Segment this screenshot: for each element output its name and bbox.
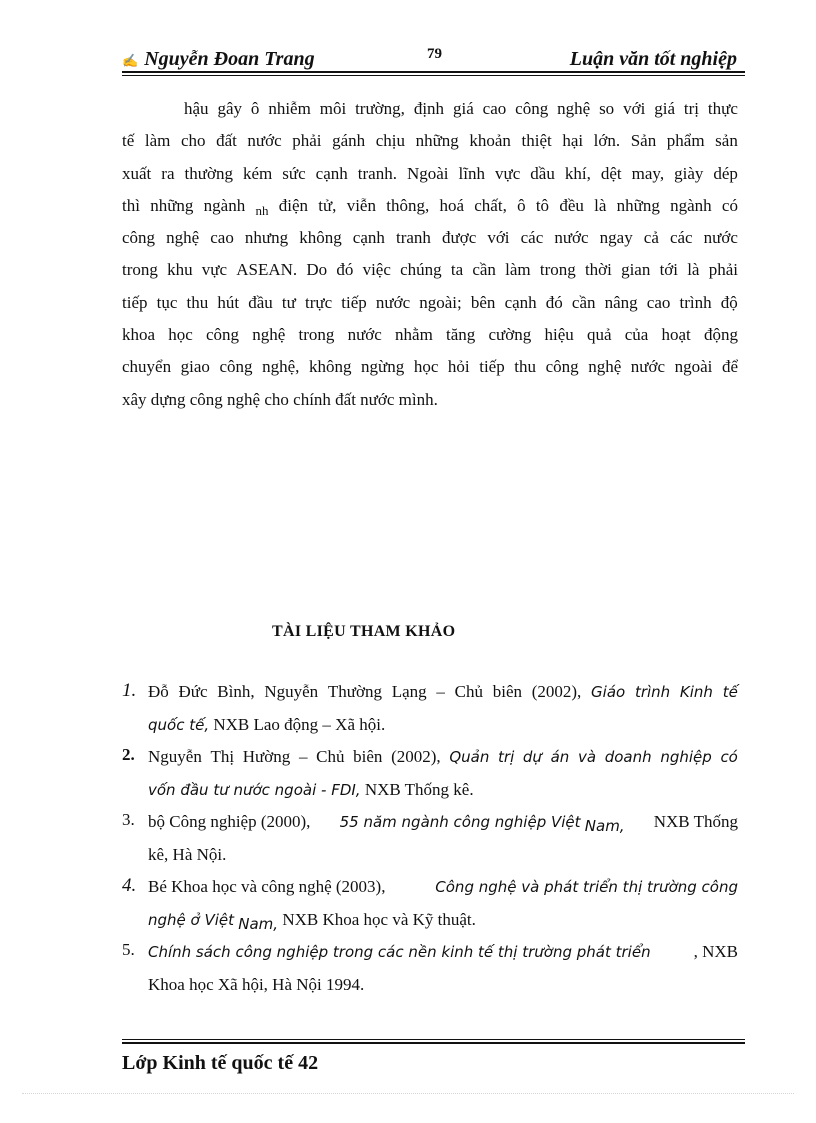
reference-title-word: dự — [522, 748, 542, 766]
body-word: dầu — [530, 163, 555, 183]
body-word: khí, — [564, 163, 591, 183]
reference-title-word: có — [720, 748, 738, 766]
body-word: công — [545, 357, 579, 377]
body-word: với — [487, 228, 510, 248]
body-word: cả — [643, 228, 659, 248]
reference-word: Lạng — [391, 682, 427, 701]
body-word: trực — [304, 292, 333, 312]
body-word: lớn. — [593, 131, 621, 151]
page-edge — [22, 1093, 794, 1094]
reference-line — [148, 904, 738, 936]
body-paragraph — [122, 93, 738, 416]
reference-word: Thị — [210, 747, 235, 766]
body-word: là — [594, 195, 607, 215]
body-word: ngừng — [361, 357, 405, 377]
reference-line — [148, 839, 738, 871]
body-word: hại — [562, 131, 584, 151]
body-word: tục — [156, 292, 178, 312]
body-word: cần — [571, 292, 596, 312]
reference-word: Thường — [327, 682, 382, 701]
body-word: thực — [707, 99, 738, 118]
body-word: đó — [545, 292, 563, 312]
body-word: nước — [347, 325, 382, 345]
body-word: ô — [517, 195, 526, 215]
reference-title-word: tế — [722, 683, 738, 701]
reference-word: (2002), — [531, 682, 582, 701]
body-word: tiếp — [341, 292, 367, 312]
footer-rule — [122, 1042, 745, 1044]
body-word: tới — [659, 260, 678, 280]
body-word: gây — [217, 99, 242, 118]
body-word: nâng — [604, 292, 638, 312]
reference-word: Chủ — [454, 682, 483, 701]
body-word: chúng — [400, 260, 442, 280]
body-line — [122, 93, 738, 125]
header-thesis-title: Luận văn tốt nghiệp — [569, 48, 737, 70]
body-word: dệt — [600, 163, 622, 183]
page-number: 79 — [427, 46, 442, 62]
body-word: nghệ — [252, 325, 286, 345]
body-word: công — [219, 357, 253, 377]
reference-word: – — [436, 682, 445, 701]
body-word: gian — [621, 260, 651, 280]
body-word: giày — [674, 163, 704, 183]
body-word: cần — [472, 260, 496, 280]
body-line — [122, 319, 738, 351]
reference-word: biên — [353, 747, 383, 766]
reference-word: Đức — [178, 682, 208, 701]
body-word: nghệ — [588, 357, 622, 377]
body-word: trình — [679, 292, 712, 312]
body-word: công — [122, 228, 156, 248]
reference-word: – — [298, 747, 308, 766]
body-word: khoản — [469, 131, 511, 151]
header-rule — [122, 71, 745, 73]
body-word: viễn — [346, 195, 376, 215]
reference-publisher: NXB Thống kê. — [360, 780, 474, 799]
body-word: nghệ — [166, 228, 200, 248]
body-word: cường — [488, 325, 532, 345]
body-word: làm — [144, 131, 171, 151]
reference-number: 5. — [122, 940, 135, 959]
body-word: tô — [535, 195, 550, 215]
body-word: đó — [336, 260, 354, 280]
body-word: với — [623, 99, 646, 118]
body-word: không — [308, 357, 352, 377]
body-word: tranh. — [357, 163, 397, 183]
body-word: trị — [683, 99, 700, 118]
body-word: những — [616, 195, 660, 215]
body-word: nước — [703, 228, 738, 248]
body-word: công — [206, 325, 240, 345]
body-word: phải — [292, 131, 322, 151]
body-word: trong — [298, 325, 335, 345]
reference-line — [148, 806, 738, 838]
reference-word: (2002), — [391, 747, 441, 766]
body-word: đất — [216, 131, 237, 151]
reference-publisher: kê, Hà Nội. — [148, 845, 227, 864]
reference-line — [148, 871, 738, 903]
reference-title: nghệ ở Việt — [148, 911, 235, 929]
body-word: thu — [186, 292, 209, 312]
body-word: khu — [167, 260, 193, 280]
reference-publisher: NXB Thống — [653, 812, 738, 831]
body-line — [122, 287, 738, 319]
body-word: ngay — [599, 228, 633, 248]
body-word: may, — [631, 163, 665, 183]
body-word: đầu — [248, 292, 273, 312]
body-word: được — [441, 228, 477, 248]
body-word: sản — [715, 131, 738, 151]
reference-word: Hường — [242, 747, 291, 766]
body-word: ngành — [670, 195, 712, 215]
body-word: cao — [482, 99, 507, 118]
body-word: nước — [375, 292, 411, 312]
reference-word: Bình, — [217, 682, 255, 701]
body-word: các — [669, 228, 693, 248]
body-word: vực — [201, 260, 228, 280]
body-word: giá — [654, 99, 675, 118]
body-word: thường — [184, 163, 233, 183]
reference-word: Chủ — [316, 747, 345, 766]
body-word: nước — [630, 357, 666, 377]
reference-number: 4. — [122, 875, 137, 896]
body-word: những — [415, 131, 459, 151]
footer-rule — [122, 1039, 745, 1040]
reference-title-word: doanh — [604, 748, 652, 766]
body-word: Sản — [630, 131, 657, 151]
body-word: phải — [708, 260, 738, 280]
body-word: nghệ — [557, 99, 591, 118]
reference-title: vốn đầu tư nước ngoài - FDI, — [148, 781, 361, 799]
reference-line — [148, 774, 738, 806]
body-word: nh — [255, 202, 269, 218]
reference-line — [148, 676, 738, 708]
reference-line — [148, 741, 738, 773]
page-header — [122, 44, 745, 74]
reference-title: Nam, — [238, 915, 279, 933]
body-line — [122, 254, 738, 286]
body-word: Ngoài — [406, 163, 449, 183]
body-word: thời — [584, 260, 612, 280]
footer-class-name: Lớp Kinh tế quốc tế 42 — [122, 1052, 319, 1074]
body-word: ta — [450, 260, 464, 280]
body-word: những — [150, 195, 194, 215]
body-word: cạnh — [352, 228, 385, 248]
reference-title-word: trị — [498, 748, 515, 766]
body-word: phẩm — [666, 131, 705, 151]
reference-title-word: và — [577, 748, 597, 766]
body-line — [122, 158, 738, 190]
body-word: nhiễm — [268, 99, 311, 118]
body-word: giá — [452, 99, 474, 118]
body-line — [122, 125, 738, 157]
body-word: ô — [250, 99, 260, 118]
body-word: chất, — [474, 195, 507, 215]
body-word: cao — [210, 228, 234, 248]
reference-number: 1. — [122, 680, 137, 701]
reference-word: Nguyễn — [264, 682, 319, 701]
body-word: hoá — [439, 195, 464, 215]
body-word: không — [299, 228, 342, 248]
body-word: làm — [505, 260, 531, 280]
body-word: cho — [180, 131, 206, 151]
body-word: sức — [282, 163, 306, 183]
body-word: tranh — [395, 228, 431, 248]
reference-publisher: NXB Lao động – Xã hội. — [209, 715, 386, 734]
body-word: bên — [470, 292, 496, 312]
reference-publisher: NXB Khoa học và Kỹ thuật. — [282, 910, 476, 929]
body-word: môi — [319, 99, 347, 118]
body-word: học — [413, 357, 439, 377]
body-word: dép — [713, 163, 738, 183]
body-word: ASEAN. — [236, 260, 298, 280]
reference-word: Đỗ — [148, 682, 169, 701]
header-author — [122, 48, 315, 71]
references-title: TÀI LIỆU THAM KHẢO — [272, 623, 456, 640]
body-word: hậu — [184, 99, 209, 118]
body-word: ngành — [203, 195, 246, 215]
reference-title-word: nghiệp — [660, 748, 712, 766]
reference-title: 55 năm ngành công nghiệp Việt Nam, — [339, 813, 625, 835]
body-word: chuyển — [122, 357, 172, 377]
reference-title-word: Quản — [449, 748, 490, 766]
body-word: tiếp — [479, 357, 505, 377]
reference-title: quốc tế, — [148, 716, 210, 734]
body-word: vực — [495, 163, 521, 183]
body-word: tiếp — [122, 292, 148, 312]
body-word: giao — [180, 357, 210, 377]
body-word: nghệ, — [262, 357, 300, 377]
body-word: việc — [362, 260, 391, 280]
body-word: ngoài — [674, 357, 713, 377]
reference-number: 3. — [122, 810, 135, 829]
reference-word: Nguyễn — [148, 747, 202, 766]
body-word: thì — [122, 195, 140, 215]
body-word: kém — [242, 163, 273, 183]
reference-title: Công nghệ và phát triển thị trường công — [435, 878, 738, 896]
reference-author: Bé Khoa học và công nghệ (2003), — [148, 877, 386, 896]
body-word: nước — [247, 131, 282, 151]
body-word: tăng — [446, 325, 476, 345]
reference-title-word: án — [550, 748, 570, 766]
body-word: khoa — [122, 325, 156, 345]
body-word: các — [520, 228, 544, 248]
reference-title-word: trình — [634, 683, 671, 701]
body-word: hoạt — [661, 325, 691, 345]
body-word: học — [168, 325, 193, 345]
reference-publisher: Khoa học Xã hội, Hà Nội 1994. — [148, 975, 365, 994]
body-word: hút — [217, 292, 240, 312]
body-word: định — [413, 99, 445, 118]
body-word: nước — [554, 228, 589, 248]
body-word: Do — [306, 260, 328, 280]
body-word: ngoài; — [419, 292, 462, 312]
body-line — [122, 190, 738, 222]
body-word: trường, — [355, 99, 405, 118]
header-author-name: Nguyễn Đoan Trang — [144, 48, 315, 70]
body-word: ra — [161, 163, 175, 183]
body-word: nhằm — [395, 325, 433, 345]
body-word: quả — [586, 325, 612, 345]
body-word: chịu — [375, 131, 406, 151]
body-word: hỏi — [447, 357, 470, 377]
body-word: điện — [278, 195, 308, 215]
body-word: tế — [122, 131, 135, 151]
reference-author: bộ Công nghiệp (2000), — [148, 812, 311, 831]
header-rule — [122, 75, 745, 76]
body-word: công — [515, 99, 549, 118]
body-word: cạnh — [315, 163, 348, 183]
body-word: lĩnh — [458, 163, 485, 183]
body-word: để — [721, 357, 738, 377]
body-word: hiệu — [544, 325, 574, 345]
reference-number: 2. — [122, 745, 135, 764]
body-word: là — [687, 260, 700, 280]
reference-title: Chính sách công nghiệp trong các nền kinh tế thị trường phát triển — [148, 943, 651, 961]
body-word: tử, — [318, 195, 337, 215]
body-line — [122, 351, 738, 383]
body-word: trong — [539, 260, 576, 280]
body-word: nhưng — [244, 228, 289, 248]
body-word: xuất — [122, 163, 152, 183]
body-word: cao — [646, 292, 671, 312]
body-word: động — [703, 325, 738, 345]
body-word: so — [599, 99, 615, 118]
reference-line — [148, 969, 738, 1001]
reference-line — [148, 936, 738, 968]
reference-line — [148, 709, 738, 741]
reference-publisher: , NXB — [693, 942, 738, 961]
body-word: thiệt — [521, 131, 552, 151]
pen-icon: ✍ — [122, 53, 139, 68]
body-word: có — [721, 195, 738, 215]
body-word: đều — [559, 195, 584, 215]
reference-word: biên — [492, 682, 522, 701]
body-word: trong — [122, 260, 158, 280]
body-word: tư — [281, 292, 296, 312]
body-line — [122, 222, 738, 254]
body-word: thu — [514, 357, 537, 377]
body-word: độ — [720, 292, 738, 312]
reference-title-word: Giáo — [591, 683, 626, 701]
body-word: của — [624, 325, 649, 345]
body-line — [122, 384, 738, 416]
body-word: cạnh — [504, 292, 537, 312]
body-word: gánh — [332, 131, 366, 151]
body-word: xây dựng công nghệ cho chính đất nước mình. — [122, 389, 438, 409]
reference-title-word: Kinh — [679, 683, 713, 701]
body-word: thông, — [386, 195, 430, 215]
